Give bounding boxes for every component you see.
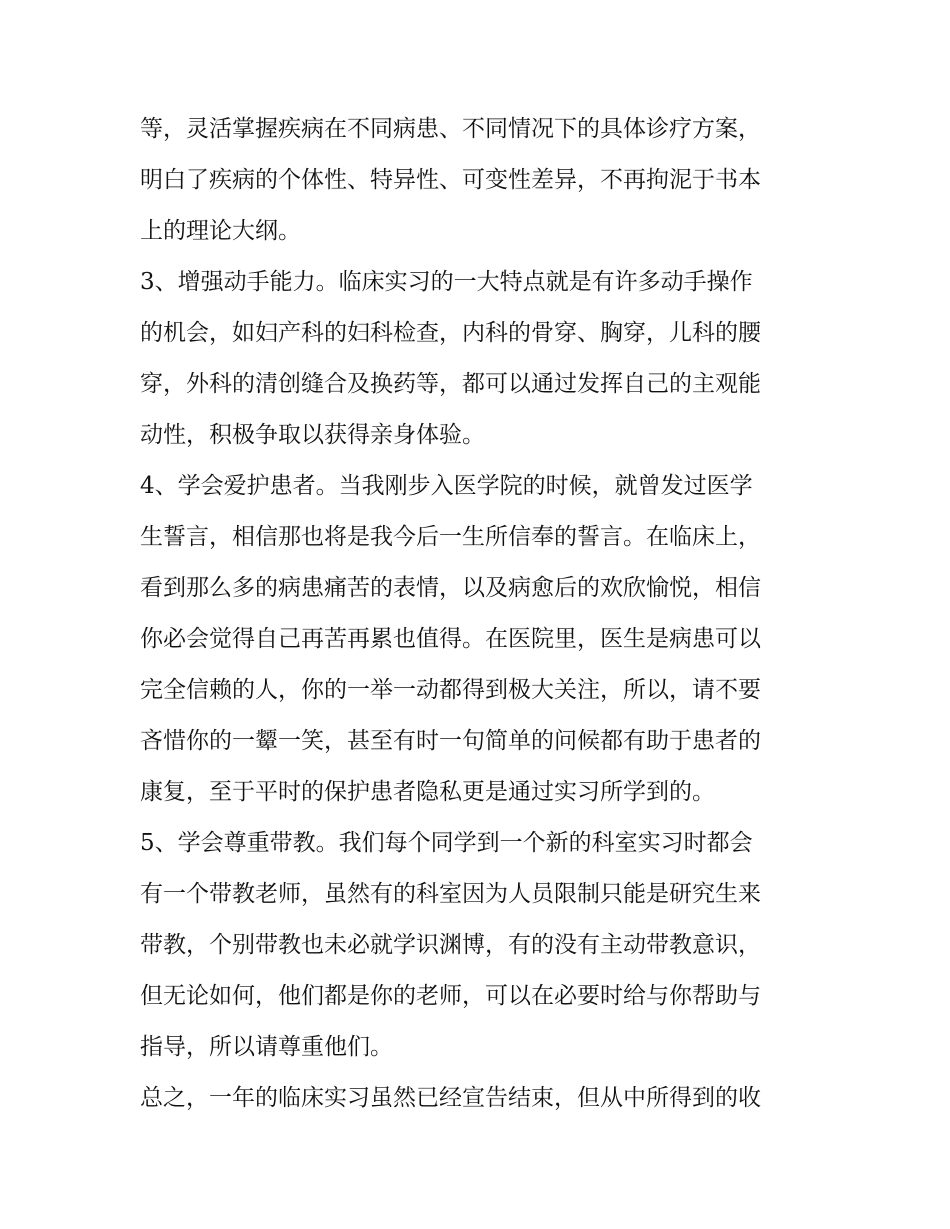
text-line: 穿，外科的清创缝合及换药等，都可以通过发挥自己的主观能 bbox=[140, 371, 761, 397]
text-line: 看到那么多的病患痛苦的表情，以及病愈后的欢欣愉悦，相信 bbox=[140, 575, 761, 601]
text-line: 带教，个别带教也未必就学识渊博，有的没有主动带教意识， bbox=[140, 932, 761, 958]
document-page bbox=[140, 104, 820, 1124]
text-line: 但无论如何，他们都是你的老师，可以在必要时给与你帮助与 bbox=[140, 983, 761, 1009]
text-line: 指导，所以请尊重他们。 bbox=[140, 1034, 393, 1060]
text-line: 3、增强动手能力。临床实习的一大特点就是有许多动手操作 bbox=[140, 269, 753, 295]
text-line: 有一个带教老师，虽然有的科室因为人员限制只能是研究生来 bbox=[140, 881, 761, 907]
text-line: 总之，一年的临床实习虽然已经宣告结束，但从中所得到的收 bbox=[140, 1085, 761, 1111]
text-line: 4、学会爱护患者。当我刚步入医学院的时候，就曾发过医学 bbox=[140, 473, 753, 499]
text-line: 5、学会尊重带教。我们每个同学到一个新的科室实习时都会 bbox=[140, 830, 753, 856]
text-line: 上的理论大纲。 bbox=[140, 218, 301, 244]
text-line: 生誓言，相信那也将是我今后一生所信奉的誓言。在临床上， bbox=[140, 524, 761, 550]
text-line: 你必会觉得自己再苦再累也值得。在医院里，医生是病患可以 bbox=[140, 626, 761, 652]
text-line: 动性，积极争取以获得亲身体验。 bbox=[140, 422, 485, 448]
text-line: 完全信赖的人，你的一举一动都得到极大关注，所以，请不要 bbox=[140, 677, 761, 703]
text-line: 吝惜你的一颦一笑，甚至有时一句简单的问候都有助于患者的 bbox=[140, 728, 761, 754]
text-line: 明白了疾病的个体性、特异性、可变性差异，不再拘泥于书本 bbox=[140, 167, 761, 193]
text-line: 康复，至于平时的保护患者隐私更是通过实习所学到的。 bbox=[140, 779, 715, 805]
text-line: 的机会，如妇产科的妇科检查，内科的骨穿、胸穿，儿科的腰 bbox=[140, 320, 761, 346]
text-line: 等，灵活掌握疾病在不同病患、不同情况下的具体诊疗方案， bbox=[140, 116, 761, 142]
